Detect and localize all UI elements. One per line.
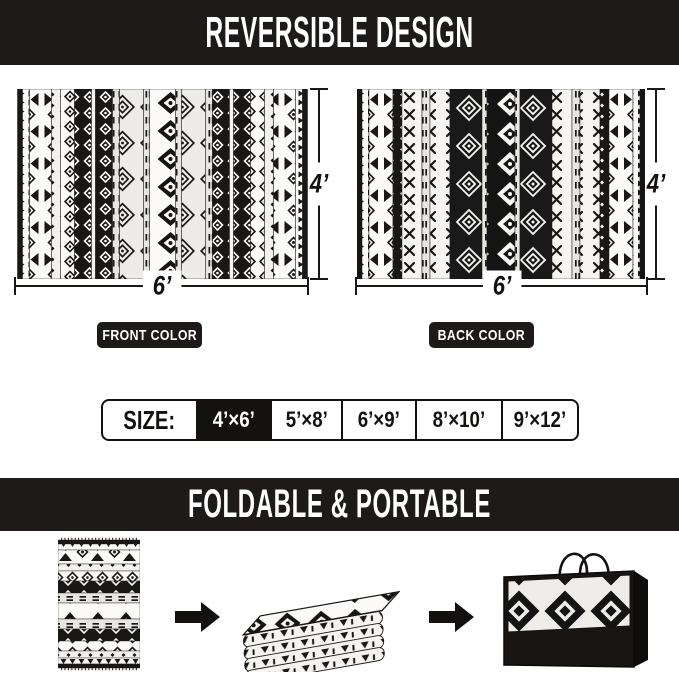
top-banner-title: REVERSIBLE DESIGN — [205, 7, 474, 57]
top-banner — [0, 0, 679, 65]
back-height-label: 4’ — [645, 163, 667, 206]
front-rug-image — [17, 89, 308, 279]
size-option-8x10[interactable]: 8’×10’ — [415, 401, 501, 439]
dimension-cap — [646, 277, 648, 295]
front-width-dimension — [14, 270, 309, 301]
size-option-4x6[interactable]: 4’×6’ — [196, 401, 270, 439]
folded-rug-image — [237, 580, 400, 672]
back-height-dimension — [643, 88, 669, 280]
back-color-badge-label: BACK COLOR — [437, 326, 526, 344]
size-selector — [101, 399, 579, 441]
front-height-label: 4’ — [308, 163, 330, 206]
dimension-cap — [307, 277, 309, 295]
bottom-banner-title: FOLDABLE & PORTABLE — [188, 482, 491, 526]
size-option-5x8[interactable]: 5’×8’ — [270, 401, 341, 439]
dimension-cap — [647, 278, 665, 280]
back-width-dimension — [355, 270, 648, 301]
front-height-dimension — [306, 88, 332, 280]
front-color-badge-label: FRONT COLOR — [102, 326, 197, 344]
arrow-right-icon — [429, 600, 476, 634]
arrow-right-icon — [175, 600, 222, 634]
carry-bag-image — [496, 542, 656, 673]
back-rug-image — [357, 89, 645, 279]
unfolded-rug-image — [58, 537, 140, 671]
size-option-9x12[interactable]: 9’×12’ — [501, 401, 577, 439]
front-color-badge — [97, 322, 202, 348]
bottom-banner — [0, 478, 679, 531]
dimension-cap — [310, 278, 328, 280]
size-option-6x9[interactable]: 6’×9’ — [341, 401, 415, 439]
front-width-label: 6’ — [142, 271, 180, 302]
back-color-badge — [429, 322, 534, 348]
size-label: SIZE: — [123, 404, 176, 435]
back-width-label: 6’ — [482, 271, 520, 302]
